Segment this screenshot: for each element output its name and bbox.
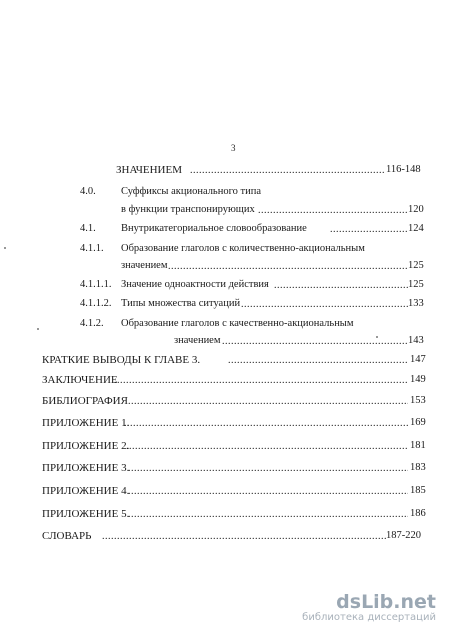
toc-entry-page: 169 [410, 417, 426, 428]
toc-entry [0, 416, 450, 430]
toc-entry-title: КРАТКИЕ ВЫВОДЫ К ГЛАВЕ 3. [42, 354, 201, 366]
toc-entry [0, 185, 450, 199]
toc-entry-title: ЗАКЛЮЧЕНИЕ [42, 374, 118, 386]
toc-entry-page: 183 [410, 462, 426, 473]
toc-leader-dots [168, 260, 408, 270]
toc-entry-page: 153 [410, 395, 426, 406]
toc-entry [0, 439, 450, 453]
toc-entry-title: значением [174, 335, 221, 346]
toc-entry-title: Внутрикатегориальное словообразование [121, 223, 307, 234]
toc-entry-title: ЗНАЧЕНИЕМ [116, 164, 182, 176]
toc-leader-dots [222, 335, 408, 345]
toc-entry-title: СЛОВАРЬ [42, 530, 92, 542]
toc-entry-page: 186 [410, 508, 426, 519]
toc-entry-number: 4.1.2. [80, 318, 104, 329]
toc-entry [0, 259, 450, 273]
toc-entry [0, 297, 450, 311]
toc-leader-dots [258, 204, 408, 214]
toc-entry-title: ПРИЛОЖЕНИЕ 5. [42, 508, 130, 520]
toc-entry [0, 507, 450, 521]
toc-leader-dots [330, 223, 408, 233]
toc-entry-page: 124 [408, 223, 424, 234]
toc-entry-number: 4.1. [80, 223, 96, 234]
toc-entry-title: ПРИЛОЖЕНИЕ 2. [42, 440, 130, 452]
toc-entry-number: 4.1.1. [80, 243, 104, 254]
toc-entry [0, 353, 450, 367]
toc-entry [0, 461, 450, 475]
toc-entry-title: Суффиксы акционального типа [121, 186, 262, 197]
toc-leader-dots [241, 298, 408, 308]
toc-leader-dots [124, 417, 408, 427]
toc-entry-title: Значение одноактности действия [121, 279, 269, 290]
toc-entry-page: 185 [410, 485, 426, 496]
toc-leader-dots [128, 395, 408, 405]
toc-entry-page: 120 [408, 204, 424, 215]
watermark [302, 592, 436, 624]
toc-leader-dots [190, 164, 384, 174]
toc-entry-title: Типы множества ситуаций [121, 298, 241, 309]
scan-speck [4, 247, 6, 249]
toc-entry [0, 278, 450, 292]
toc-entry-number: 4.1.1.2. [80, 298, 112, 309]
toc-entry-title: ПРИЛОЖЕНИЕ 3. [42, 462, 130, 474]
toc-entry-page: 187-220 [386, 530, 421, 541]
toc-entry-page: 133 [408, 298, 424, 309]
toc-entry-page: 149 [410, 374, 426, 385]
scan-speck [376, 336, 378, 338]
toc-entry-page: 116-148 [386, 164, 421, 175]
toc-entry-number: 4.0. [80, 186, 96, 197]
toc-entry-page: 147 [410, 354, 426, 365]
toc-entry-page: 181 [410, 440, 426, 451]
toc-entry [0, 394, 450, 408]
toc-entry [0, 317, 450, 331]
toc-entry-title: ПРИЛОЖЕНИЕ 4. [42, 485, 130, 497]
toc-entry [0, 373, 450, 387]
toc-leader-dots [128, 485, 408, 495]
toc-entry [0, 222, 450, 236]
toc-entry-page: 125 [408, 260, 424, 271]
toc-entry-page: 143 [408, 335, 424, 346]
toc-entry [0, 163, 450, 177]
toc-entry [0, 242, 450, 256]
toc-entry [0, 334, 450, 348]
toc-entry-title: ПРИЛОЖЕНИЕ 1. [42, 417, 130, 429]
toc-entry [0, 529, 450, 543]
toc-leader-dots [128, 462, 408, 472]
scan-speck [37, 328, 39, 330]
toc-leader-dots [126, 440, 408, 450]
toc-leader-dots [128, 508, 408, 518]
toc-leader-dots [228, 354, 408, 364]
toc-leader-dots [114, 374, 408, 384]
toc-entry-title: БИБЛИОГРАФИЯ [42, 395, 128, 407]
page-number: 3 [231, 143, 236, 153]
watermark-logo: dsLib.net [336, 591, 436, 613]
toc-entry-page: 125 [408, 279, 424, 290]
toc-leader-dots [102, 530, 386, 540]
toc-leader-dots [274, 279, 408, 289]
toc-entry-title: в функции транспонирующих [121, 204, 255, 215]
toc-entry [0, 203, 450, 217]
toc-entry-title: значением [121, 260, 168, 271]
toc-entry [0, 484, 450, 498]
toc-entry-title: Образование глаголов с качественно-акциональным [121, 318, 354, 329]
toc-entry-number: 4.1.1.1. [80, 279, 112, 290]
watermark-subtitle: библиотека диссертаций [302, 612, 436, 623]
toc-entry-title: Образование глаголов с количественно-акциональным [121, 243, 365, 254]
